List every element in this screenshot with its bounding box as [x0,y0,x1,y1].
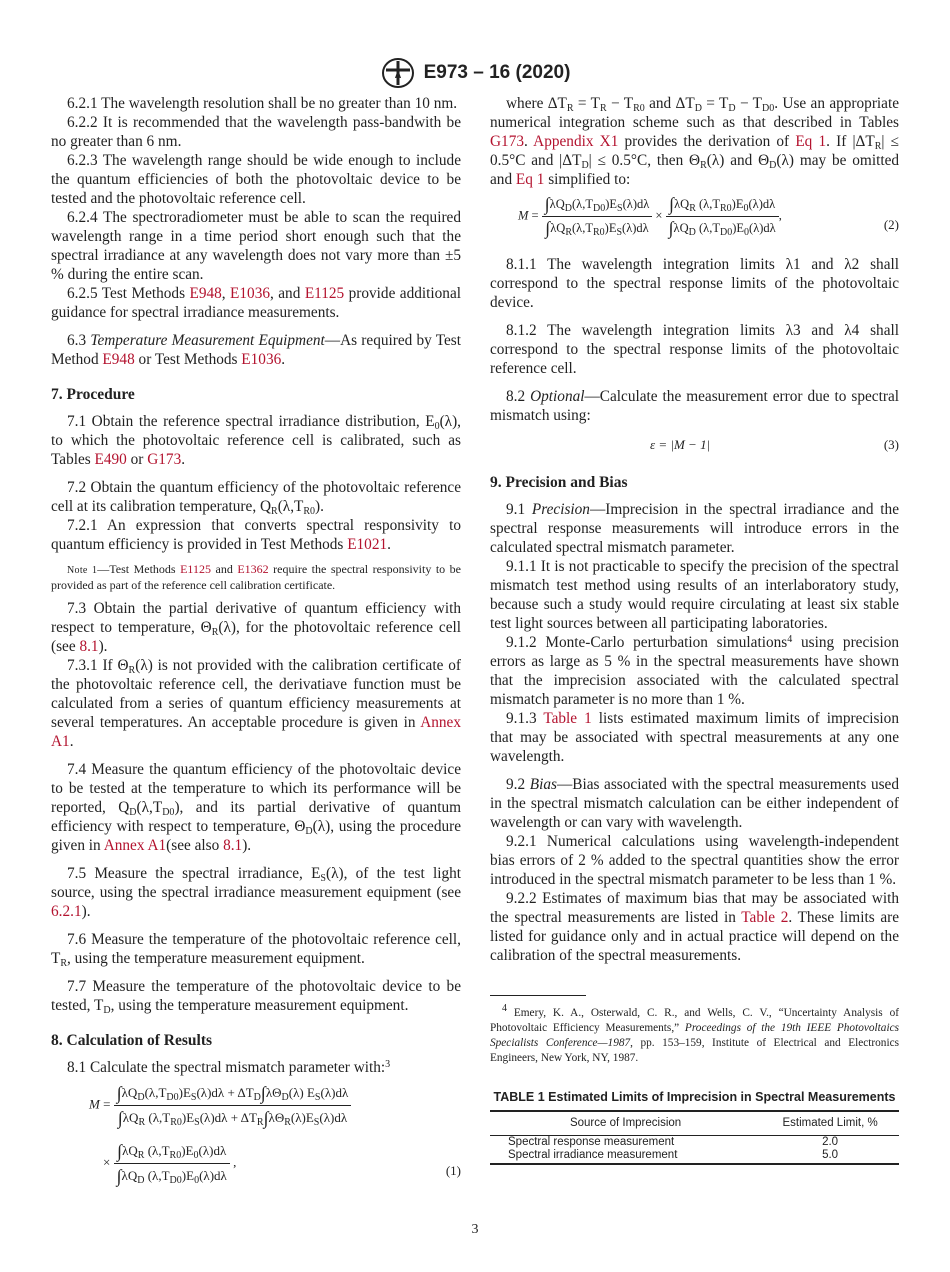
page-number: 3 [471,1222,479,1237]
table-header-source: Source of Imprecision [490,1111,761,1136]
section-8-heading: 8. Calculation of Results [51,1032,213,1049]
document-title: E973 – 16 (2020) [423,62,571,83]
para-6-3: 6.3 Temperature Measurement Equipment—As required by Test Method E948 or Test Methods E1036. [51,332,461,368]
table-cell: Spectral irradiance measurement [490,1149,761,1164]
link-eq-1[interactable]: Eq 1 [795,133,827,150]
para-7-2-1: 7.2.1 An expression that converts spectral responsivity to quantum efficiency is provided in Test Methods E1021. [51,517,461,553]
astm-logo-icon [380,56,416,90]
para-8-1: 8.1 Calculate the spectral mismatch parameter with:$^3$ [67,1059,391,1076]
page-header [0,56,950,90]
link-8-1[interactable]: 8.1 [79,638,99,655]
link-e490[interactable]: E490 [94,451,127,468]
table-row [490,1149,899,1164]
equation-1: M = $\frac{\int\lambda Q_D(\lambda,T_{D0})E_S(\lambda)d\lambda + \Delta T_D\int\lambda\Theta_D(\lambda) E_S(\lambda)d\lambda}{\int\lambda Q_R (\lambda,T_{R0})E_S(\lambda)d\lambda + \Delta T_R\int\lambda\Theta_R(\lambda)E_S(\lambda)d\lambda}$ × $\frac{\int\lambda Q_R (\lambda,T_{R0})E_0(\lambda)d\lambda}{\int\lambda Q_D (\lambda,T_{D0})E_0(\lambda)d\lambda}$ , (1) [89,1083,461,1186]
table-1 [490,1110,899,1165]
para-7-4: 7.4 Measure the quantum efficiency of the photovoltaic device to be tested at the temperature to which its performance will be reported, $Q_D(\lambda,T_{D0})$, and its partial derivative of quantum efficiency with respect to temperature, $\Theta_D(\lambda)$, using the procedure given in Annex A1(see also 8.1). [51,761,462,854]
link-appendix-x1[interactable]: Appendix X1 [533,133,619,150]
equation-3-number: (3) [883,437,899,452]
link-g173-2[interactable]: G173 [490,133,524,150]
left-column [51,94,461,1193]
para-8-2: 8.2 Optional—Calculate the measurement error due to spectral mismatch using: [490,388,899,424]
link-6-2-1[interactable]: 6.2.1 [51,903,82,920]
para-6-2-1: 6.2.1 The wavelength resolution shall be no greater than 10 nm. [67,95,458,112]
table-cell: Spectral response measurement [508,1136,675,1148]
equation-2-number: (2) [883,217,899,232]
equation-3 [490,429,899,457]
table-cell: 5.0 [761,1149,899,1164]
para-6-2-5: 6.2.5 Test Methods E948, E1036, and E1125 provide additional guidance for spectral irradiance measurements. [51,285,461,321]
para-8-1-2: 8.1.2 The wavelength integration limits λ3 and λ4 shall correspond to the spectral response limits of the photovoltaic reference cell. [490,322,899,377]
link-annex-a1[interactable]: Annex A1 [51,714,461,750]
para-7-1: 7.1 Obtain the reference spectral irradiance distribution, $E_0(\lambda)$, to which the photovoltaic reference cell is calibrated, such as Tables E490 or G173. [51,413,461,468]
equation-2: M = $\frac{\int\lambda Q_D(\lambda,T_{D0})E_S(\lambda)d\lambda}{\int\lambda Q_R(\lambda,T_{R0})E_S(\lambda)d\lambda}$ × $\frac{\int\lambda Q_R (\lambda,T_{R0})E_0(\lambda)d\lambda}{\int\lambda Q_D (\lambda,T_{D0})E_0(\lambda)d\lambda}$ , (2) [518,194,899,238]
footnote-4: $^4$ Emery, K. A., Osterwald, C. R., and Wells, C. V., “Uncertainty Analysis of Photovoltaic Efficiency Measurements,” Proceedings of the 19th IEEE Photovoltaics Specialists Conference—1987, pp. 153–159, Institute of Electrical and Electronics Engineers, New York, NY, 1987. [490,1003,900,1064]
para-9-1-2: 9.1.2 Monte-Carlo perturbation simulations$^4$ using precision errors as large as 5 % in the spectral measurements have shown that the imprecision associated with the calculated spectral mismatch parameter is no more than 1 %. [490,634,899,708]
para-7-7: 7.7 Measure the temperature of the photovoltaic device to be tested, $T_D$, using the temperature measurement equipment. [51,978,461,1016]
equation-3-body: ε = |M − 1| [650,437,711,452]
section-7-heading: 7. Procedure [51,386,135,403]
link-e1036[interactable]: E1036 [230,285,270,302]
link-e948-2[interactable]: E948 [102,351,135,368]
footnote-divider [490,995,586,996]
link-e1362[interactable]: E1362 [237,562,269,576]
para-7-5: 7.5 Measure the spectral irradiance, $E_S(\lambda)$, of the test light source, using the spectral irradiance measurement equipment (see 6.2.1). [51,865,461,920]
para-6-2-2: 6.2.2 It is recommended that the wavelength pass-bandwith be no greater than 6 nm. [51,114,461,150]
svg-text:A: A [394,70,401,80]
para-9-2-1: 9.2.1 Numerical calculations using wavelength-independent bias errors of 2 % added to the spectral quantities show the error introduced in the spectral mismatch parameter to be less than 1 %. [490,833,899,888]
section-9-heading: 9. Precision and Bias [490,474,628,491]
link-e1125-note[interactable]: E1125 [180,562,211,576]
equation-1-number: (1) [445,1163,461,1178]
para-9-1-3: 9.1.3 Table 1 lists estimated maximum limits of imprecision that may be associated with spectral measurements at any one wavelength. [490,710,899,765]
para-7-2: 7.2 Obtain the quantum efficiency of the photovoltaic reference cell at its calibration temperature, $Q_R(\lambda,T_{R0})$. [51,479,461,517]
para-8-1-1: 8.1.1 The wavelength integration limits λ1 and λ2 shall correspond to the spectral response limits of the photovoltaic device. [490,256,899,311]
para-where: where $\Delta T_R = T_R - T_{R0}$ and $\Delta T_D = T_D - T_{D0}$. Use an appropriate numerical integration scheme such as that described in Tables G173. Appendix X1 provides the derivation of Eq 1. If $|\Delta T_R| \le 0.5^\circ C$ and $|\Delta T_D| \le 0.5^\circ C$, then $\Theta_R(\lambda)$ and $\Theta_D(\lambda)$ may be omitted and Eq 1 simplified to: [490,95,900,188]
link-table-2[interactable]: Table 2 [741,909,789,926]
para-7-6: 7.6 Measure the temperature of the photovoltaic reference cell, $T_R$, using the temperature measurement equipment. [51,931,461,969]
table-1-caption: TABLE 1 Estimated Limits of Imprecision in Spectral Measurements [493,1090,896,1104]
para-6-2-4: 6.2.4 The spectroradiometer must be able to scan the required wavelength range in a time period short enough such that the spectral irradiance at any wavelength does not vary more than ±5 % during the entire scan. [51,209,461,283]
link-e1125[interactable]: E1125 [304,285,345,302]
link-e948[interactable]: E948 [189,285,222,302]
link-eq-1-2[interactable]: Eq 1 [515,171,545,188]
link-e1036-2[interactable]: E1036 [241,351,282,368]
para-9-2: 9.2 Bias—Bias associated with the spectral measurements used in the spectral mismatch calculation can be either independent of wavelength or can vary with wavelength. [490,776,899,831]
link-table-1[interactable]: Table 1 [543,710,592,727]
note-1: Note 1—Test Methods E1125 and E1362 require the spectral responsivity to be provided as part of the reference cell calibration certificate. [51,562,461,592]
para-9-1-1: 9.1.1 It is not practicable to specify the precision of the spectral mismatch test method using results of an interlaboratory study, because such a study would require circulating at least six stable test light sources between all participating laboratories. [490,558,899,632]
link-e1021[interactable]: E1021 [347,536,388,553]
table-header-limit: Estimated Limit, % [761,1111,899,1136]
para-9-1: 9.1 Precision—Imprecision in the spectral irradiance and the spectral response measurements will introduce errors in the calculated spectral mismatch parameter. [490,501,899,556]
right-column [490,94,899,1165]
table-cell: 2.0 [822,1136,839,1148]
para-9-2-2: 9.2.2 Estimates of maximum bias that may be associated with the spectral measurements are listed in Table 2. These limits are listed for guidance only and in actual practice will depend on the calibration of the spectral measurements. [490,890,899,964]
link-annex-a1-2[interactable]: Annex A1 [103,837,167,854]
para-7-3-1: 7.3.1 If $\Theta_R(\lambda)$ is not provided with the calibration certificate of the photovoltaic reference cell, the derivatiave function must be calculated from a series of quantum efficiency measurements at several temperatures. An acceptable procedure is given in Annex A1. [51,657,461,750]
link-g173[interactable]: G173 [147,451,182,468]
para-7-3: 7.3 Obtain the partial derivative of quantum efficiency with respect to temperature, $\Theta_R(\lambda)$, for the photovoltaic reference cell (see 8.1). [51,600,461,655]
para-6-2-3: 6.2.3 The wavelength range should be wide enough to include the quantum efficiencies of both the photovoltaic device to be tested and the photovoltaic reference cell. [51,152,461,207]
link-8-1-2[interactable]: 8.1 [223,837,243,854]
table-row [490,1136,899,1150]
